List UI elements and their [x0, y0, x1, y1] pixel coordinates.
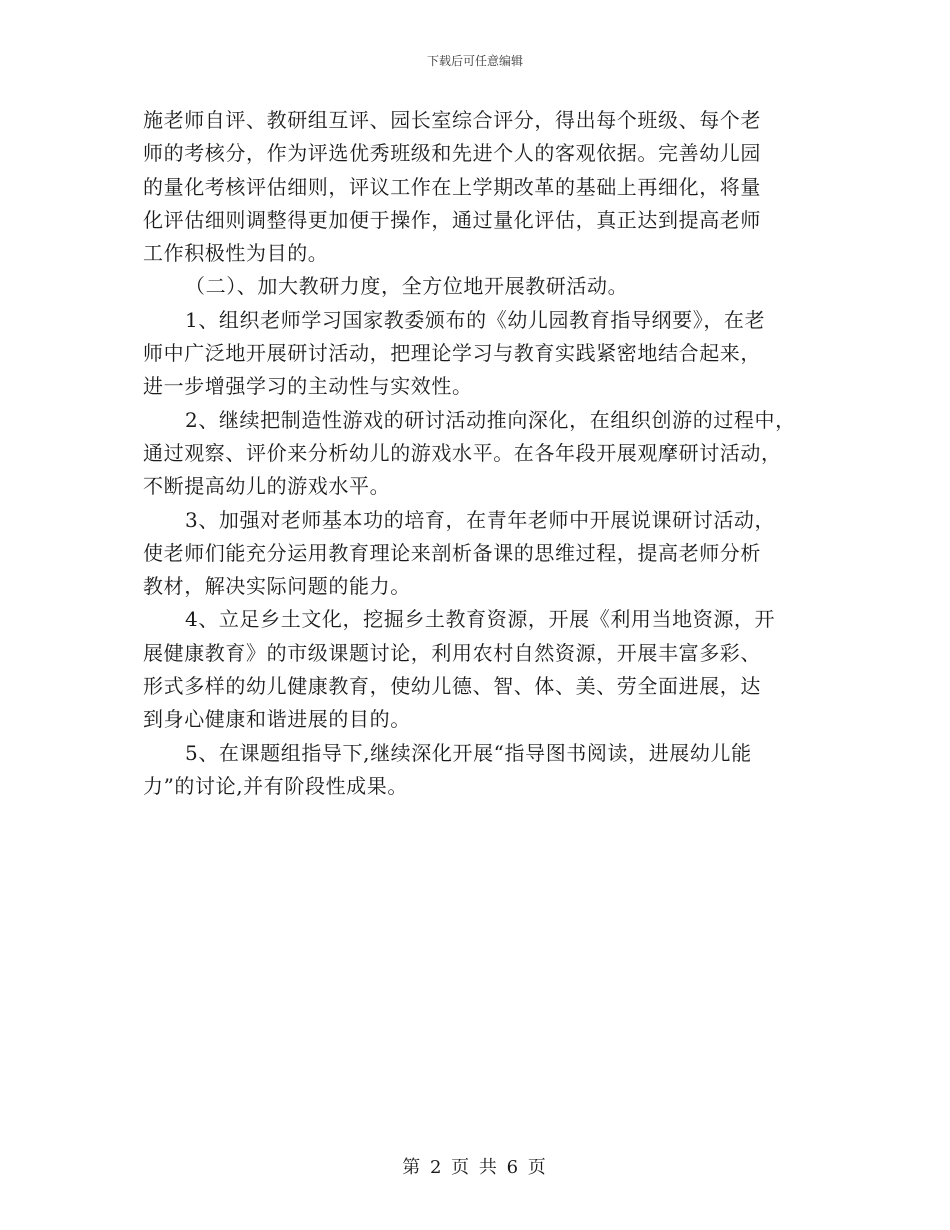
text-line: 不断提高幼儿的游戏水平。 — [143, 474, 391, 499]
page-number: 第 2 页 共 6 页 — [402, 1157, 548, 1178]
text-line: 的量化考核评估细则，评议工作在上学期改革的基础上再细化，将量 — [143, 174, 761, 199]
section-heading: （二）、加大教研力度，全方位地开展教研活动。 — [185, 274, 629, 299]
text-line: 到身心健康和谐进展的目的。 — [143, 707, 411, 732]
header-note: 下载后可任意编辑 — [426, 54, 523, 68]
text-line: 工作积极性为目的。 — [143, 241, 329, 266]
text-line: 力”的讨论,并有阶段性成果。 — [143, 773, 408, 798]
text-line: 教材，解决实际问题的能力。 — [143, 574, 411, 599]
text-line: 5、在课题组指导下,继续深化开展“指导图书阅读，进展幼儿能 — [185, 740, 752, 765]
text-line: 3、加强对老师基本功的培育，在青年老师中开展说课研讨活动， — [185, 507, 776, 532]
text-line: 化评估细则调整得更加便于操作，通过量化评估，真正达到提高老师 — [143, 207, 761, 232]
text-line: 进一步增强学习的主动性与实效性。 — [143, 374, 473, 399]
text-line: 展健康教育》的市级课题讨论，利用农村自然资源，开展丰富多彩、 — [143, 640, 761, 665]
text-line: 使老师们能充分运用教育理论来剖析备课的思维过程，提高老师分析 — [143, 540, 761, 565]
document-body — [143, 104, 823, 803]
text-line: 施老师自评、教研组互评、园长室综合评分，得出每个班级、每个老 — [143, 108, 761, 132]
text-line: 通过观察、评价来分析幼儿的游戏水平。在各年段开展观摩研讨活动， — [143, 440, 782, 465]
text-line: 1、组织老师学习国家教委颁布的《幼儿园教育指导纲要》，在老 — [185, 307, 766, 332]
text-line: 师的考核分，作为评选优秀班级和先进个人的客观依据。完善幼儿园 — [143, 141, 761, 166]
text-line: 师中广泛地开展研讨活动，把理论学习与教育实践紧密地结合起来， — [143, 341, 761, 366]
text-line: 2、继续把制造性游戏的研讨活动推向深化，在组织创游的过程中， — [185, 407, 796, 432]
text-line: 4、立足乡土文化，挖掘乡土教育资源，开展《利用当地资源，开 — [185, 607, 776, 632]
text-line: 形式多样的幼儿健康教育，使幼儿德、智、体、美、劳全面进展，达 — [143, 674, 761, 699]
